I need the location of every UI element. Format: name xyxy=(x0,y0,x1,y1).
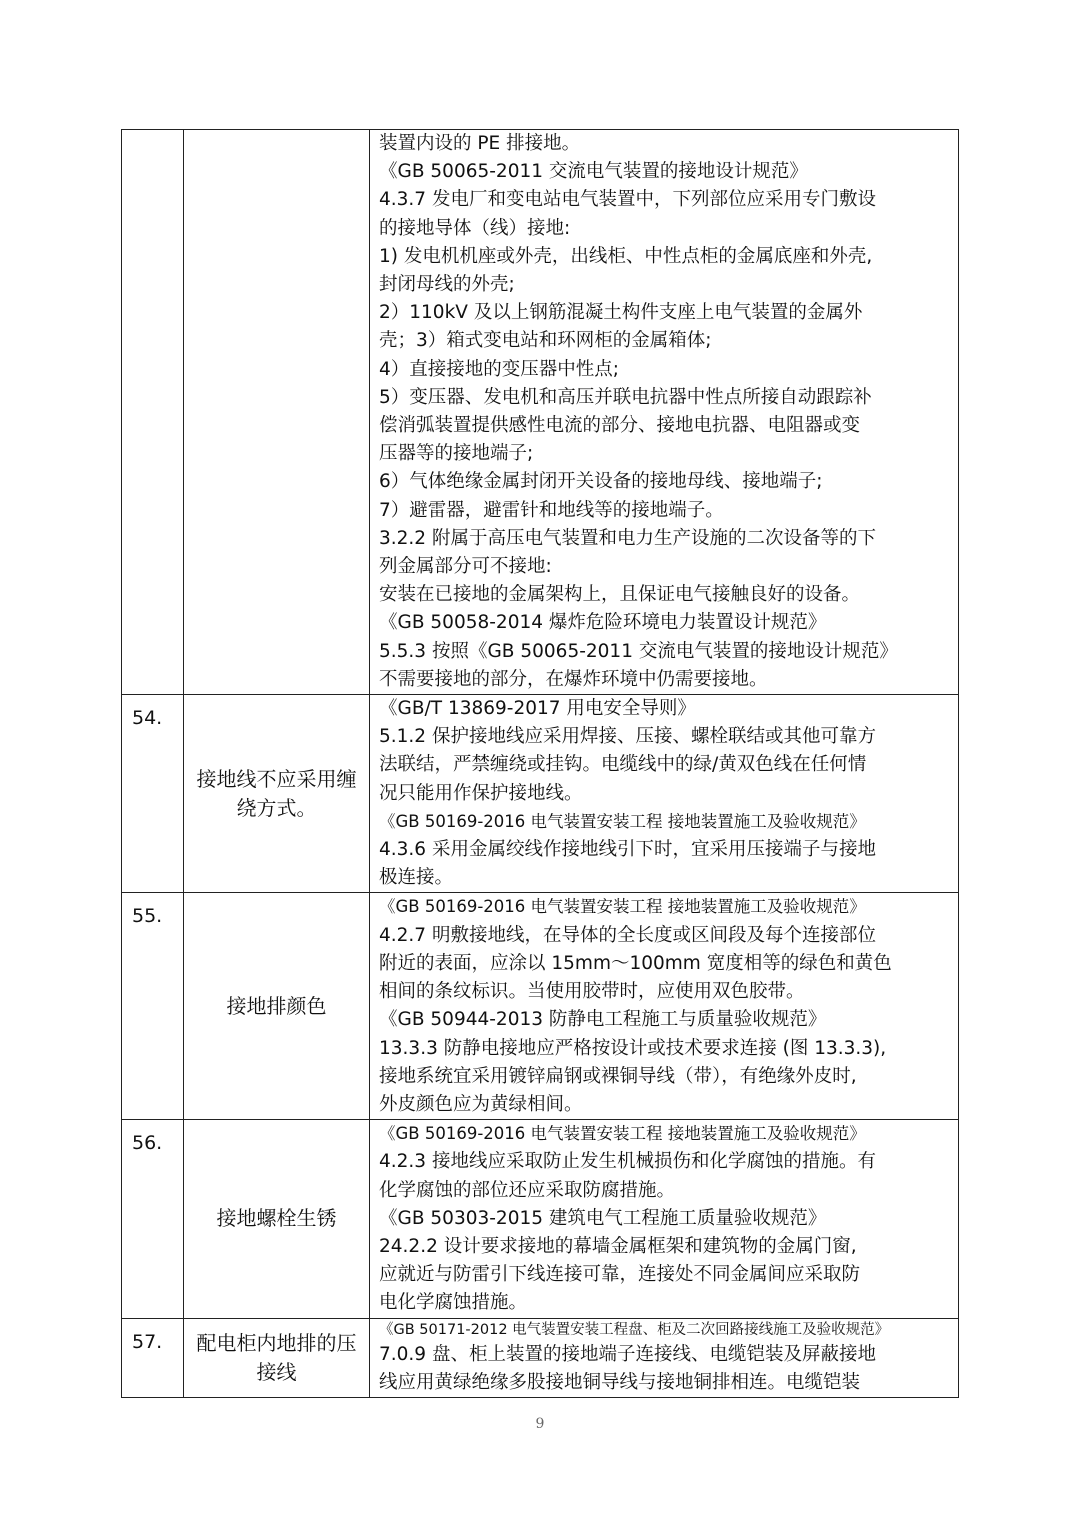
content-line: 法联结，严禁缠绕或挂钩。电缆线中的绿/黄双色线在任何情 xyxy=(379,754,867,776)
content-line: 4.2.3 接地线应采取防止发生机械损伤和化学腐蚀的措施。有 xyxy=(379,1151,876,1173)
content-line: 7.0.9 盘、柜上装置的接地端子连接线、电缆铠装及屏蔽接地 xyxy=(379,1343,876,1365)
content-line: 4）直接接地的变压器中性点; xyxy=(379,358,620,380)
content-line: 5）变压器、发电机和高压并联电抗器中性点所接自动跟踪补 xyxy=(379,386,872,408)
content-line: 安装在已接地的金属架构上，且保证电气接触良好的设备。 xyxy=(379,584,861,606)
table-row xyxy=(122,893,959,1120)
table-row xyxy=(122,1120,959,1318)
content-line: 3.2.2 附属于高压电气装置和电力生产设施的二次设备等的下 xyxy=(379,527,876,549)
table-row xyxy=(122,130,959,695)
content-line: 外皮颜色应为黄绿相间。 xyxy=(379,1093,583,1115)
content-line: 压器等的接地端子; xyxy=(379,443,534,465)
content-line: 4.3.6 采用金属绞线作接地线引下时，宜采用压接端子与接地 xyxy=(379,839,876,861)
row-title: 接地线不应采用缠绕方式。 xyxy=(184,695,370,893)
content-line: 列金属部分可不接地: xyxy=(379,556,552,578)
content-line: 《GB 50303-2015 建筑电气工程施工质量验收规范》 xyxy=(379,1207,827,1229)
content-line: 4.2.7 明敷接地线，在导体的全长度或区间段及每个连接部位 xyxy=(379,924,876,946)
row-title: 接地螺栓生锈 xyxy=(184,1120,370,1318)
table-row xyxy=(122,1318,959,1397)
row-content xyxy=(370,1120,959,1318)
content-line: 封闭母线的外壳; xyxy=(379,274,515,296)
row-number: 56. xyxy=(122,1120,184,1318)
row-content xyxy=(370,893,959,1120)
content-line: 5.5.3 按照《GB 50065-2011 交流电气装置的接地设计规范》 xyxy=(379,640,898,662)
content-line: 13.3.3 防静电接地应严格按设计或技术要求连接 (图 13.3.3), xyxy=(379,1037,887,1059)
row-title xyxy=(184,130,370,695)
table-row xyxy=(122,695,959,893)
content-line: 相间的条纹标识。当使用胶带时，应使用双色胶带。 xyxy=(379,981,805,1003)
content-line: 《GB 50169-2016 电气装置安装工程 接地装置施工及验收规范》 xyxy=(379,1124,866,1144)
content-line: 装置内设的 PE 排接地。 xyxy=(379,133,581,154)
content-line: 线应用黄绿绝缘多股接地铜导线与接地铜排相连。电缆铠装 xyxy=(379,1371,861,1393)
content-line: 5.1.2 保护接地线应采用焊接、压接、螺栓联结或其他可靠方 xyxy=(379,726,876,748)
content-line: 24.2.2 设计要求接地的幕墙金属框架和建筑物的金属门窗, xyxy=(379,1235,857,1257)
content-line: 电化学腐蚀措施。 xyxy=(379,1292,528,1314)
content-line: 附近的表面，应涂以 15mm～100mm 宽度相等的绿色和黄色 xyxy=(379,952,892,974)
content-line: 应就近与防雷引下线连接可靠，连接处不同金属间应采取防 xyxy=(379,1264,861,1286)
page-number: 9 xyxy=(535,1416,545,1432)
content-line: 极连接。 xyxy=(379,867,454,889)
row-title: 接地排颜色 xyxy=(184,893,370,1120)
content-line: 1) 发电机机座或外壳，出线柜、中性点柜的金属底座和外壳, xyxy=(379,245,873,267)
content-line: 4.3.7 发电厂和变电站电气装置中，下列部位应采用专门敷设 xyxy=(379,189,876,211)
content-line: 况只能用作保护接地线。 xyxy=(379,782,583,804)
content-line: 《GB 50169-2016 电气装置安装工程 接地装置施工及验收规范》 xyxy=(379,897,866,917)
content-line: 化学腐蚀的部位还应采取防腐措施。 xyxy=(379,1179,676,1201)
content-line: 《GB 50058-2014 爆炸危险环境电力装置设计规范》 xyxy=(379,612,827,634)
content-line: 《GB 50171-2012 电气装置安装工程盘、柜及二次回路接线施工及验收规范》 xyxy=(379,1321,890,1338)
content-line: 7）避雷器，避雷针和地线等的接地端子。 xyxy=(379,499,724,521)
content-line: 的接地导体（线）接地: xyxy=(379,217,571,239)
content-line: 2）110kV 及以上钢筋混凝土构件支座上电气装置的金属外 xyxy=(379,302,863,324)
row-content xyxy=(370,130,959,695)
standards-table xyxy=(121,129,959,1398)
row-content xyxy=(370,1318,959,1397)
content-line: 《GB 50065-2011 交流电气装置的接地设计规范》 xyxy=(379,161,808,183)
content-line: 《GB 50169-2016 电气装置安装工程 接地装置施工及验收规范》 xyxy=(379,811,866,831)
content-line: 6）气体绝缘金属封闭开关设备的接地母线、接地端子; xyxy=(379,471,823,493)
content-line: 壳；3）箱式变电站和环网柜的金属箱体; xyxy=(379,330,712,352)
row-content xyxy=(370,695,959,893)
row-number: 57. xyxy=(122,1318,184,1397)
row-number: 54. xyxy=(122,695,184,893)
content-line: 不需要接地的部分，在爆炸环境中仍需要接地。 xyxy=(379,668,768,690)
row-number xyxy=(122,130,184,695)
row-number: 55. xyxy=(122,893,184,1120)
content-line: 偿消弧装置提供感性电流的部分、接地电抗器、电阻器或变 xyxy=(379,415,861,437)
content-line: 接地系统宜采用镀锌扁钢或裸铜导线（带），有绝缘外皮时, xyxy=(379,1065,857,1087)
row-title: 配电柜内地排的压接线 xyxy=(184,1318,370,1397)
content-line: 《GB 50944-2013 防静电工程施工与质量验收规范》 xyxy=(379,1009,827,1031)
content-line: 《GB/T 13869-2017 用电安全导则》 xyxy=(379,698,696,720)
